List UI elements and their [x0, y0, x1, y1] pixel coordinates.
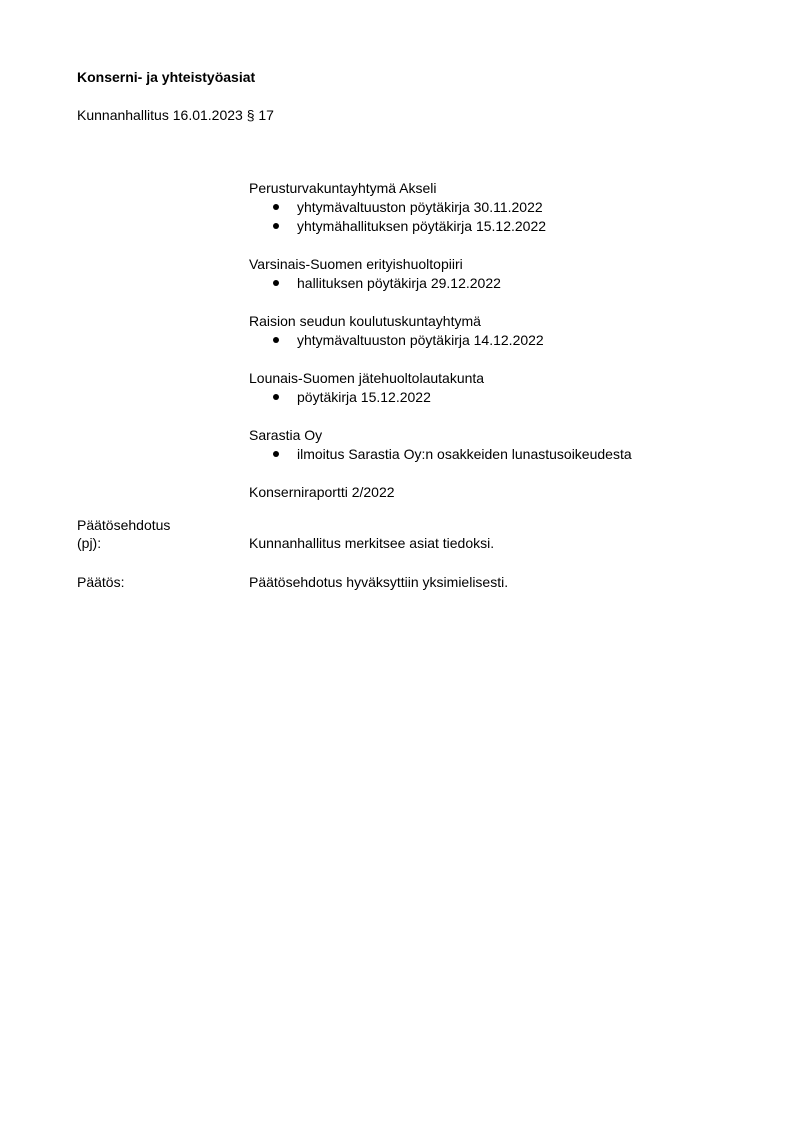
organization-block-erityishuoltopiiri	[249, 255, 769, 293]
bullet-icon	[273, 337, 279, 343]
decision-label: Päätös:	[77, 574, 125, 590]
bullet-icon	[273, 223, 279, 229]
organization-title: Lounais-Suomen jätehuoltolautakunta	[249, 370, 485, 386]
decision-proposal	[77, 516, 777, 552]
proposal-label-line1: Päätösehdotus	[77, 517, 171, 533]
list-item-text: yhtymävaltuuston pöytäkirja 14.12.2022	[297, 332, 544, 348]
document-list	[249, 331, 769, 350]
decision	[77, 573, 777, 591]
list-item	[249, 445, 769, 464]
proposal-label-line2: (pj):	[77, 535, 102, 551]
organization-title: Perusturvakuntayhtymä Akseli	[249, 180, 437, 196]
list-item-text: pöytäkirja 15.12.2022	[297, 389, 431, 405]
list-item	[249, 331, 769, 350]
group-report: Konserniraportti 2/2022	[249, 484, 395, 500]
meeting-reference	[77, 106, 274, 124]
bullet-icon	[273, 280, 279, 286]
list-item-text: hallituksen pöytäkirja 29.12.2022	[297, 275, 501, 291]
decision-text: Päätösehdotus hyväksyttiin yksimielisesti.	[249, 574, 509, 590]
main-content	[249, 179, 769, 502]
document-list	[249, 274, 769, 293]
list-item-text: yhtymähallituksen pöytäkirja 15.12.2022	[297, 218, 547, 234]
document-list	[249, 445, 769, 464]
document-heading: Konserni- ja yhteistyöasiat	[77, 69, 256, 85]
organization-title: Sarastia Oy	[249, 427, 323, 443]
proposal-text: Kunnanhallitus merkitsee asiat tiedoksi.	[249, 535, 495, 551]
meeting-body: Kunnanhallitus	[77, 107, 169, 123]
document-list	[249, 388, 769, 407]
list-item-text: ilmoitus Sarastia Oy:n osakkeiden lunastusoikeudesta	[297, 446, 632, 462]
organization-block-jatehuoltolautakunta	[249, 369, 769, 407]
meeting-ref: 16.01.2023 § 17	[172, 107, 274, 123]
organization-title: Varsinais-Suomen erityishuoltopiiri	[249, 256, 463, 272]
list-item	[249, 274, 769, 293]
bullet-icon	[273, 394, 279, 400]
list-item	[249, 388, 769, 407]
bullet-icon	[273, 451, 279, 457]
organization-title: Raision seudun koulutuskuntayhtymä	[249, 313, 481, 329]
list-item-text: yhtymävaltuuston pöytäkirja 30.11.2022	[297, 199, 543, 215]
organization-block-koulutuskuntayhtyma	[249, 312, 769, 350]
document-list	[249, 198, 769, 236]
list-item	[249, 198, 769, 217]
list-item	[249, 217, 769, 236]
organization-block-akseli	[249, 179, 769, 236]
bullet-icon	[273, 204, 279, 210]
organization-block-sarastia	[249, 426, 769, 464]
proposal-label	[77, 516, 247, 552]
